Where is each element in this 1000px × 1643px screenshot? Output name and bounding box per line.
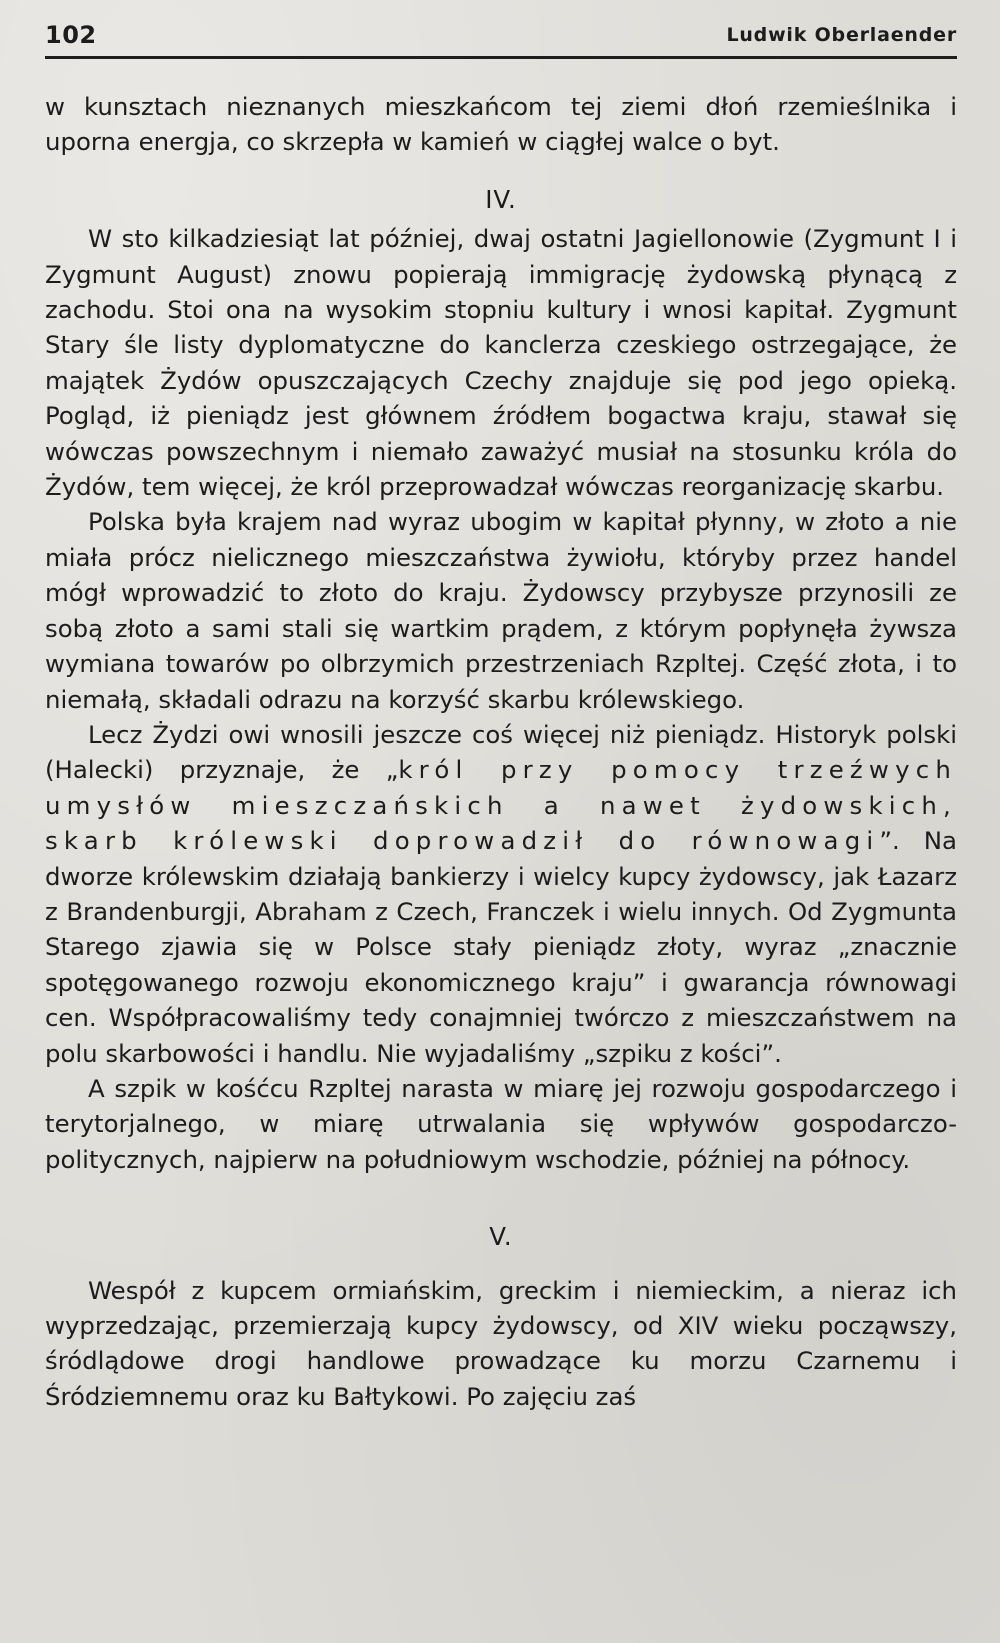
spaced-quotation: król przy pomocy trzeźwych umysłów mieszczańskich a nawet żydowskich, skarb królewski doprowadził do równowagi <box>45 755 957 856</box>
paragraph-continuation: w kunsztach nieznanych mieszkańcom tej ziemi dłoń rzemieślnika i uporna energja, co skrzepła w kamień w ciągłej walce o byt. <box>45 92 957 157</box>
paragraph: A szpik w kośćcu Rzpltej narasta w miarę jej rozwoju gospodarczego i terytorjalnego, w miarę utrwalania się wpływów gospodarczo-politycznych, najpierw na południowym wschodzie, później na północy. <box>45 1073 957 1174</box>
page-number: 102 <box>45 21 97 49</box>
body-text <box>45 58 957 1414</box>
section-heading-v: V. <box>489 1222 513 1252</box>
paragraph: Wespół z kupcem ormiańskim, greckim i niemieckim, a nieraz ich wyprzedzając, przemierzają kupcy żydowscy, od XIV wieku począwszy, śródlądowe drogi handlowe prowadzące ku morzu Czarnemu i Śródziemnemu oraz ku Bałtykowi. Po zajęciu zaś <box>45 1275 957 1411</box>
page-header <box>45 0 957 58</box>
paragraph-with-quotation <box>45 717 957 1071</box>
paragraph: Polska była krajem nad wyraz ubogim w kapitał płynny, w złoto a nie miała prócz nielicznego mieszczaństwa żywiołu, któryby przez handel mógł wprowadzić to złoto do kraju. Żydowscy przybysze przynosili ze sobą złoto a sami stali się wartkim prądem, z którym popłynęła żywsza wymiana towarów po olbrzymich przestrzeniach Rzpltej. Część złota, i to niemałą, składali odrazu na korzyść skarbu królewskiego. <box>45 507 957 714</box>
running-head-author: Ludwik Oberlaender <box>726 24 957 46</box>
paragraph-text: Lecz Żydzi owi wnosili jeszcze coś więcej niż pieniądz. Historyk polski (Halecki) przyznaje, że „ <box>45 719 957 785</box>
paragraph: W sto kilkadziesiąt lat później, dwaj ostatni Jagiellonowie (Zygmunt I i Zygmunt August) znowu popierają immigrację żydowską płynącą z zachodu. Stoi ona na wysokim stopniu kultury i wnosi kapitał. Zygmunt Stary śle listy dyplomatyczne do kanclerza czeskiego ostrzegające, że majątek Żydów opuszczających Czechy znajduje się pod jego opieką. Pogląd, iż pieniądz jest głównem źródłem bogactwa kraju, stawał się wówczas powszechnym i niemało zaważyć musiał na stosunku króla do Żydów, tem więcej, że król przeprowadzał wówczas reorganizację skarbu. <box>45 224 957 502</box>
section-heading-iv: IV. <box>485 184 517 214</box>
header-rule <box>45 56 957 59</box>
paragraph-text: ”. Na dworze królewskim działają bankierzy i wielcy kupcy żydowscy, jak Łazarz z Brandenburgji, Abraham z Czech, Franczek i wielu innych. Od Zygmunta Starego zjawia się w Polsce stały pieniądz złoty, wyraz „znacznie spotęgowanego rozwoju ekonomicznego kraju” i gwarancja równowagi cen. Współpracowaliśmy tedy conajmniej twórczo z mieszczaństwem na polu skarbowości i handlu. Nie wyjadaliśmy „szpiku z kości”. <box>45 826 957 1068</box>
